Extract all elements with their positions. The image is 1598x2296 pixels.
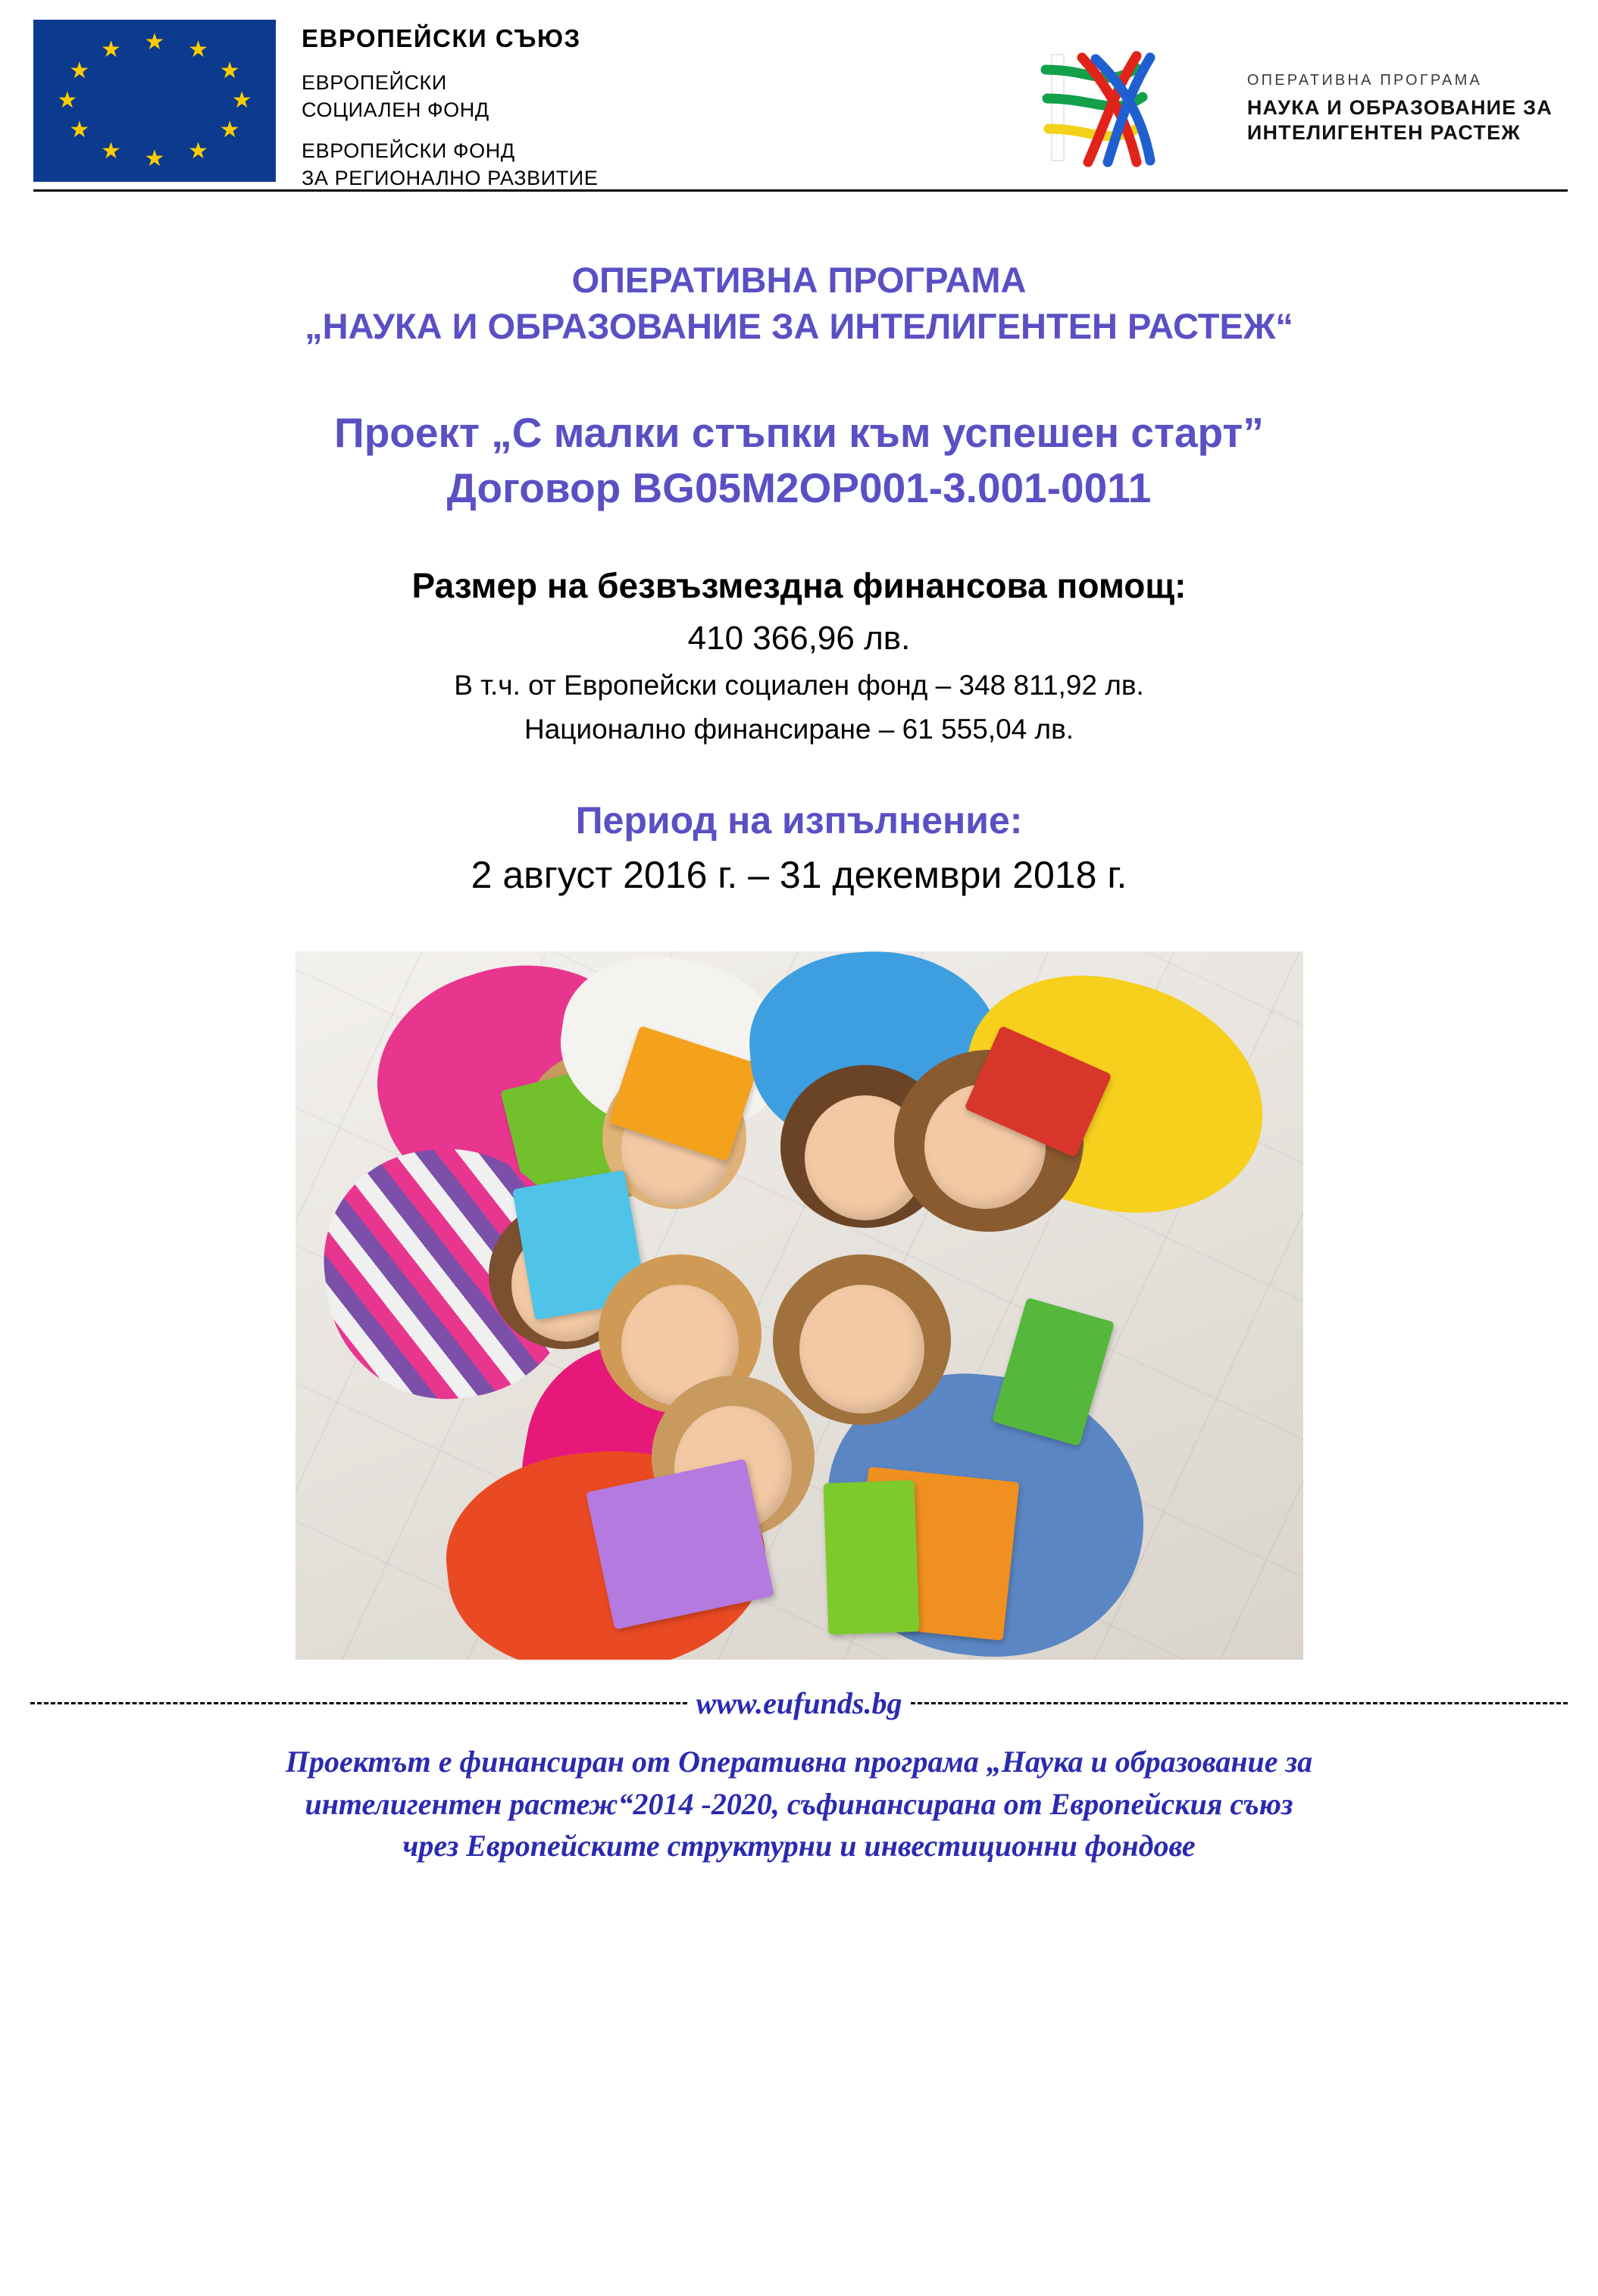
programme-title-line2: „НАУКА И ОБРАЗОВАНИЕ ЗА ИНТЕЛИГЕНТЕН РАСТЕЖ“ [305, 306, 1293, 347]
funding-disclaimer [53, 1741, 1545, 1866]
eufunds-website-link[interactable]: www.eufunds.bg [696, 1686, 902, 1721]
dashed-rule-left [30, 1702, 687, 1704]
funding-disclaimer-line2: интелигентен растеж“2014 -2020, съфинансирана от Европейския съюз [305, 1786, 1293, 1821]
eu-title: ЕВРОПЕЙСКИ СЪЮЗ [302, 24, 581, 52]
children-lying-in-circle-with-books [296, 951, 1303, 1660]
eu-fund-social [302, 70, 598, 124]
project-contract: Договор BG05M2OP001-3.001-0011 [446, 464, 1152, 511]
project-name: Проект „С малки стъпки към успешен старт” [334, 409, 1264, 457]
programme-title [53, 257, 1545, 349]
funding-disclaimer-line1: Проектът е финансиран от Оперативна програма „Наука и образование за [285, 1745, 1313, 1779]
eu-fund-regional [302, 138, 598, 192]
period-value: 2 август 2016 г. – 31 декември 2018 г. [471, 854, 1127, 897]
grant-esf-share: В т.ч. от Европейски социален фонд – 348 811,92 лв. [454, 670, 1144, 701]
project-title [53, 405, 1545, 515]
book-green-2 [823, 1480, 919, 1635]
grant-label: Размер на безвъзмездна финансова помощ: [411, 566, 1187, 606]
op-small-label: ОПЕРАТИВНА ПРОГРАМА [1246, 71, 1482, 89]
document-footer [0, 1685, 1598, 1866]
operational-programme-block [1023, 20, 1553, 168]
op-name-line2: ИНТЕЛИГЕНТЕН РАСТЕЖ [1246, 120, 1521, 144]
operational-programme-logo [1023, 47, 1227, 168]
operational-programme-caption [1247, 70, 1553, 145]
eu-fund-regional-line1: ЕВРОПЕЙСКИ ФОНД [302, 139, 515, 162]
eu-fund-social-line1: ЕВРОПЕЙСКИ [302, 71, 447, 94]
footer-website-row [0, 1685, 1598, 1721]
grant-national-share: Национално финансиране – 61 555,04 лв. [524, 714, 1074, 745]
european-union-flag: ★ ★ ★ ★ ★ ★ ★ ★ ★ ★ ★ ★ [33, 20, 276, 182]
funding-disclaimer-line3: чрез Европейските структурни и инвестиционни фондове [402, 1828, 1196, 1863]
document-body [0, 257, 1598, 1660]
op-name-line1: НАУКА И ОБРАЗОВАНИЕ ЗА [1246, 95, 1553, 119]
eu-emblem-block [33, 20, 598, 206]
eu-fund-regional-line2: ЗА РЕГИОНАЛНО РАЗВИТИЕ [302, 166, 599, 189]
document-header [0, 0, 1598, 189]
programme-title-line1: ОПЕРАТИВНА ПРОГРАМА [571, 260, 1027, 300]
grant-amount: 410 366,96 лв. [687, 620, 911, 658]
child-head-8 [799, 1285, 924, 1414]
dashed-rule-right [911, 1702, 1568, 1704]
eu-caption [302, 20, 598, 206]
period-label: Период на изпълнение: [575, 799, 1023, 842]
eu-fund-social-line2: СОЦИАЛЕН ФОНД [302, 98, 489, 121]
